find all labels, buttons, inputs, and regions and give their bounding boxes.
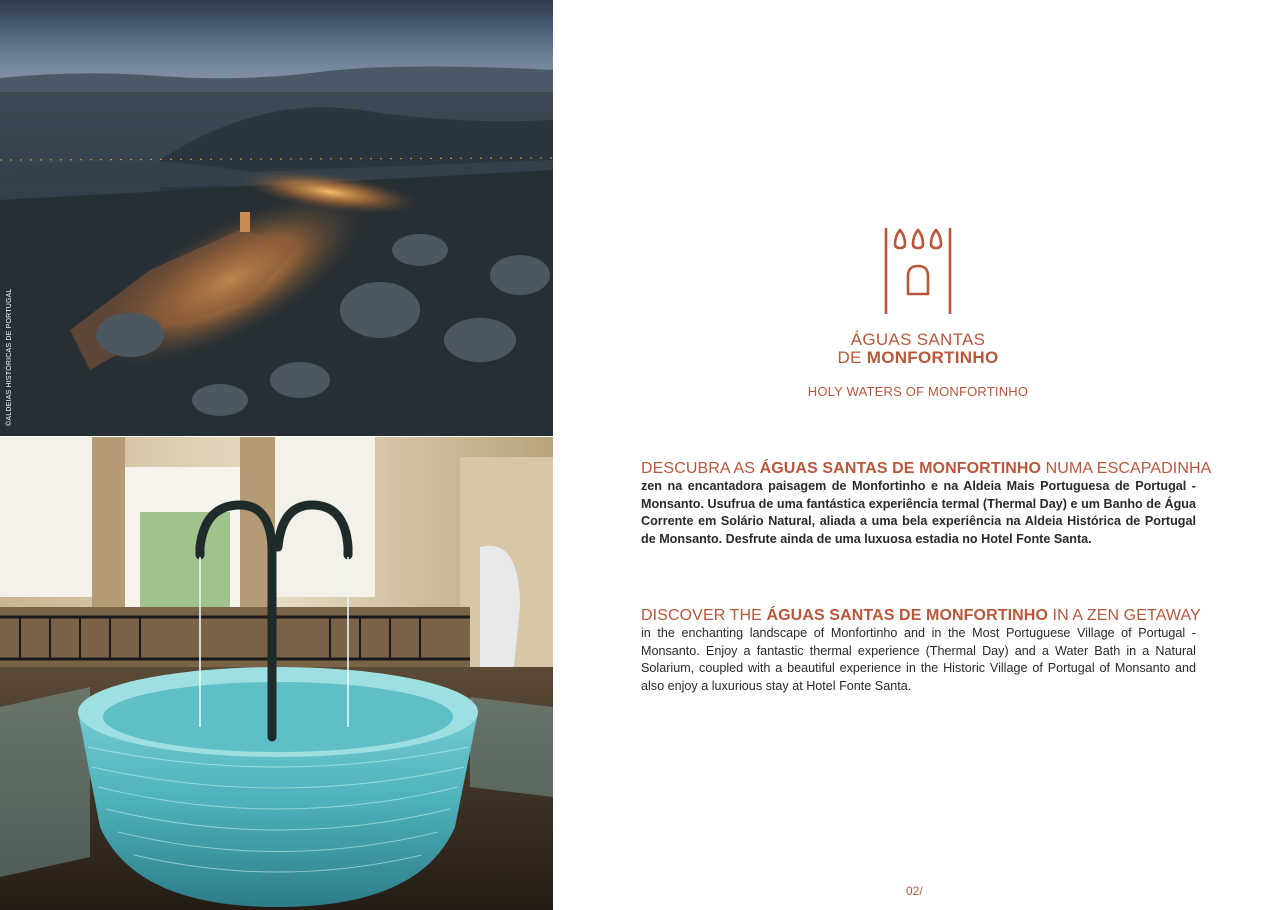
heading-prefix: DISCOVER THE — [641, 607, 767, 624]
portuguese-section — [641, 460, 1212, 548]
portuguese-heading — [641, 460, 1212, 478]
brand-title-line1: ÁGUAS SANTAS — [850, 330, 986, 349]
heading-bold: ÁGUAS SANTAS DE MONFORTINHO — [759, 460, 1042, 477]
monsanto-village-photo — [0, 0, 553, 436]
heading-suffix: NUMA ESCAPADINHA — [1041, 460, 1212, 477]
portuguese-body: zen na encantadora paisagem de Monfortinho e na Aldeia Mais Portuguesa de Portugal - Monsanto. Usufrua de uma fantástica experiência termal (Thermal Day) e um Banho de Água Corrente em Solário Natural, aliada a uma bela experiência na Aldeia Histórica de Portugal de Monsanto. Desfrute ainda de uma luxuosa estadia no Hotel Fonte Santa. — [641, 479, 1196, 546]
photo-credit: ©ALDEIAS HISTÓRICAS DE PORTUGAL — [6, 288, 13, 426]
brand-subtitle: HOLY WATERS OF MONFORTINHO — [807, 384, 1029, 399]
english-body: in the enchanting landscape of Monfortinho and in the Most Portuguese Village of Portugal - Monsanto. Enjoy a fantastic thermal experience (Thermal Day) and a Water Bath in a Natural Solarium, coupled with a beautiful experience in the Historic Village of Portugal of Monsanto and also enjoy a luxurious stay at Hotel Fonte Santa. — [641, 626, 1196, 693]
brand-title-bold: MONFORTINHO — [866, 348, 999, 367]
english-heading — [641, 607, 1201, 625]
heading-bold: ÁGUAS SANTAS DE MONFORTINHO — [766, 607, 1048, 624]
brand-title-prefix: DE — [837, 348, 867, 367]
english-section — [641, 607, 1201, 695]
aguas-santas-logo-icon — [880, 222, 956, 318]
thermal-fountain-photo — [0, 437, 553, 910]
heading-prefix: DESCUBRA AS — [641, 460, 760, 477]
heading-suffix: IN A ZEN GETAWAY — [1048, 607, 1201, 624]
page-number: 02/ — [906, 884, 923, 898]
brand-title-line2 — [770, 348, 1066, 368]
